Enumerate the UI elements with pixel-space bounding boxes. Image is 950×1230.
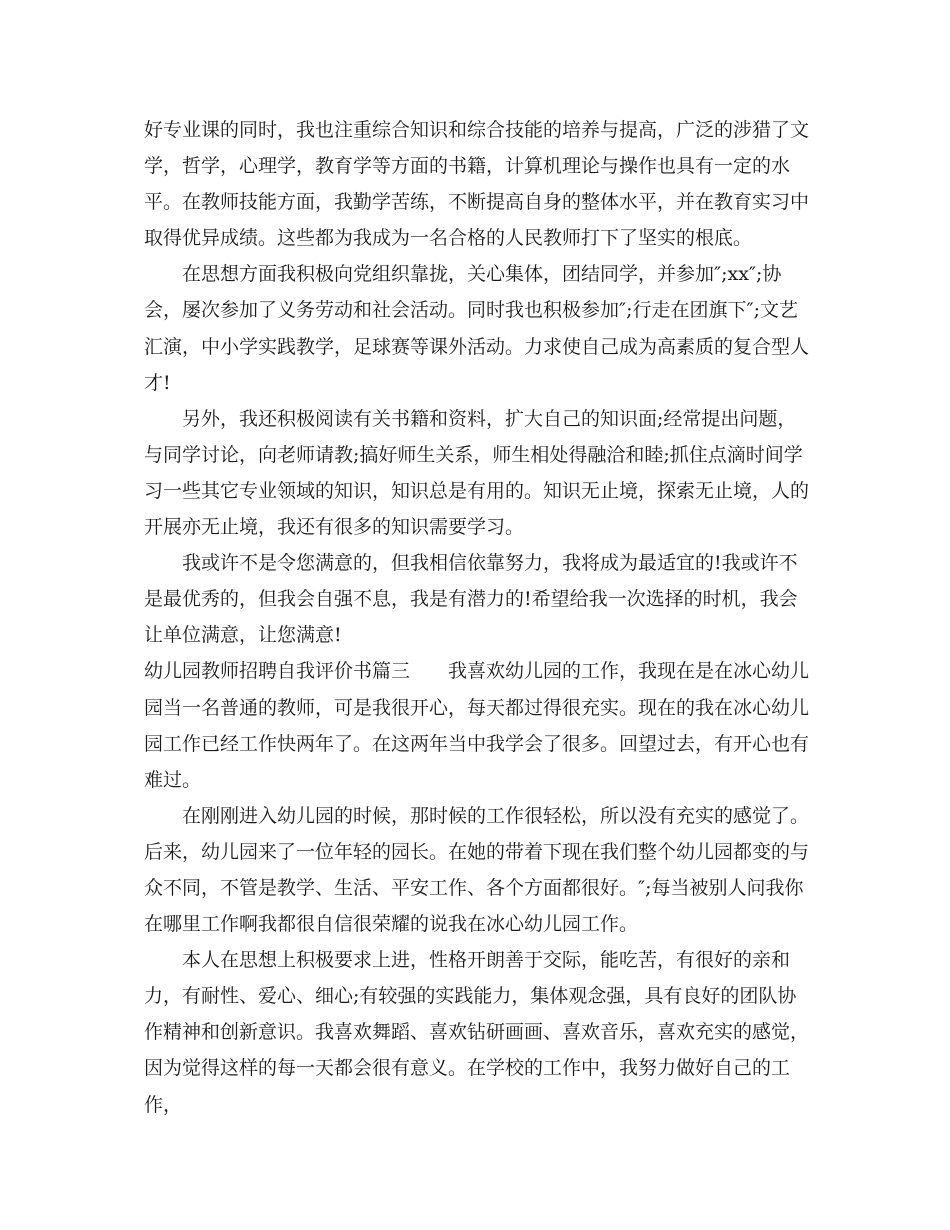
paragraph-7: 本人在思想上积极要求上进，性格开朗善于交际，能吃苦，有很好的亲和力，有耐性、爱心、细心;有较强的实践能力，集体观念强，具有良好的团队协作精神和创新意识。我喜欢舞蹈、喜欢钻研画画、喜欢音乐，喜欢充实的感觉，因为觉得这样的每一天都会很有意义。在学校的工作中，我努力做好自己的工作， [144, 949, 810, 1116]
document-body [144, 112, 814, 1123]
paragraph-1: 好专业课的同时，我也注重综合知识和综合技能的培养与提高，广泛的涉猎了文学，哲学，心理学，教育学等方面的书籍，计算机理论与操作也具有一定的水平。在教师技能方面，我勤学苦练，不断提高自身的整体水平，并在教育实习中取得优异成绩。这些都为我成为一名合格的人民教师打下了坚实的根底。 [144, 119, 810, 250]
paragraph-5-section-heading: 幼儿园教师招聘自我评价书篇三 我喜欢幼儿园的工作，我现在是在冰心幼儿园当一名普通的教师，可是我很开心，每天都过得很充实。现在的我在冰心幼儿园工作已经工作快两年了。在这两年当中我学会了很多。回望过去，有开心也有难过。 [144, 660, 810, 791]
paragraph-2: 在思想方面我积极向党组织靠拢，关心集体，团结同学，并参加″;xx″;协会，屡次参加了义务劳动和社会活动。同时我也积极参加″;行走在团旗下″;文艺汇演，中小学实践教学，足球赛等课外活动。力求使自己成为高素质的复合型人才! [144, 263, 810, 394]
paragraph-6: 在刚刚进入幼儿园的时候，那时候的工作很轻松，所以没有充实的感觉了。后来，幼儿园来了一位年轻的园长。在她的带着下现在我们整个幼儿园都变的与众不同，不管是教学、生活、平安工作、各个方面都很好。″;每当被别人问我你在哪里工作啊我都很自信很荣耀的说我在冰心幼儿园工作。 [144, 804, 810, 936]
paragraph-3: 另外，我还积极阅读有关书籍和资料，扩大自己的知识面;经常提出问题，与同学讨论，向老师请教;搞好师生关系，师生相处得融洽和睦;抓住点滴时间学习一些其它专业领域的知识，知识总是有用的。知识无止境，探索无止境，人的开展亦无止境，我还有很多的知识需要学习。 [144, 407, 810, 539]
paragraph-4: 我或许不是令您满意的，但我相信依靠努力，我将成为最适宜的!我或许不是最优秀的，但我会自强不息，我是有潜力的!希望给我一次选择的时机，我会让单位满意，让您满意! [144, 552, 798, 647]
